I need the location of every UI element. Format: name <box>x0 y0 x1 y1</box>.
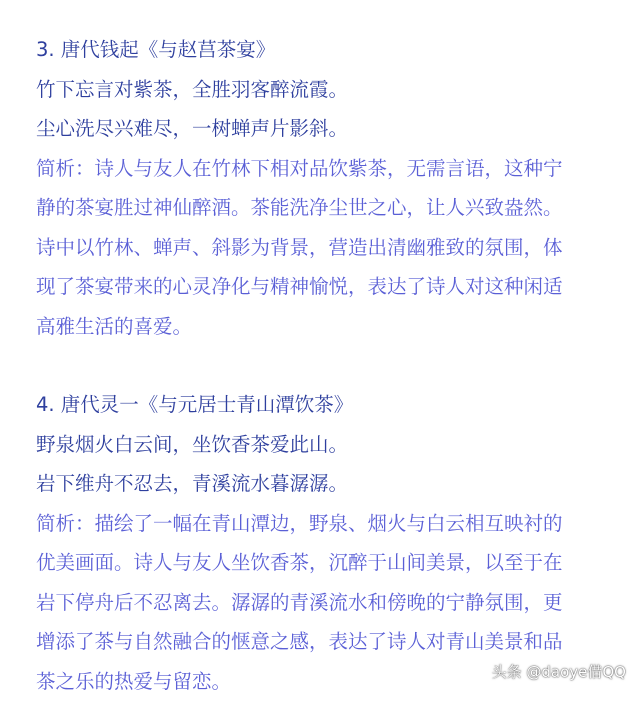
poem-line: 竹下忘言对紫茶，全胜羽客醉流霞。 <box>36 77 349 101</box>
article-body <box>36 30 616 701</box>
analysis-line: 静的茶宴胜过神仙醉酒。茶能洗净尘世之心，让人兴致盎然。 <box>36 196 563 219</box>
analysis-line: 简析：描绘了一幅在青山潭边，野泉、烟火与白云相互映衬的 <box>36 511 563 535</box>
poem-section-3 <box>36 30 616 346</box>
analysis-line: 优美画面。诗人与友人坐饮香茶，沉醉于山间美景，以至于在 <box>36 551 563 574</box>
analysis-line: 现了茶宴带来的心灵净化与精神愉悦，表达了诗人对这种闲适 <box>36 275 563 298</box>
analysis-line: 高雅生活的喜爱。 <box>36 314 193 338</box>
poem-section-4 <box>36 385 616 701</box>
section-heading: 3. 唐代钱起《与赵莒茶宴》 <box>36 38 276 61</box>
section-heading: 4. 唐代灵一《与元居士青山潭饮茶》 <box>36 393 354 416</box>
source-watermark: 头条 @daoye借QQ <box>491 663 626 681</box>
analysis-line: 岩下停舟后不忍离去。潺潺的青溪流水和傍晚的宁静氛围，更 <box>36 590 563 614</box>
poem-line: 岩下维舟不忍去，青溪流水暮潺潺。 <box>36 472 349 495</box>
analysis-line: 诗中以竹林、蝉声、斜影为背景，营造出清幽雅致的氛围，体 <box>36 235 563 259</box>
poem-line: 野泉烟火白云间，坐饮香茶爱此山。 <box>36 432 349 456</box>
analysis-line: 增添了茶与自然融合的惬意之感，表达了诗人对青山美景和品 <box>36 630 563 653</box>
poem-line: 尘心洗尽兴难尽，一树蝉声片影斜。 <box>36 117 349 140</box>
analysis-line: 简析：诗人与友人在竹林下相对品饮紫茶，无需言语，这种宁 <box>36 156 563 180</box>
analysis-line: 茶之乐的热爱与留恋。 <box>36 669 232 693</box>
